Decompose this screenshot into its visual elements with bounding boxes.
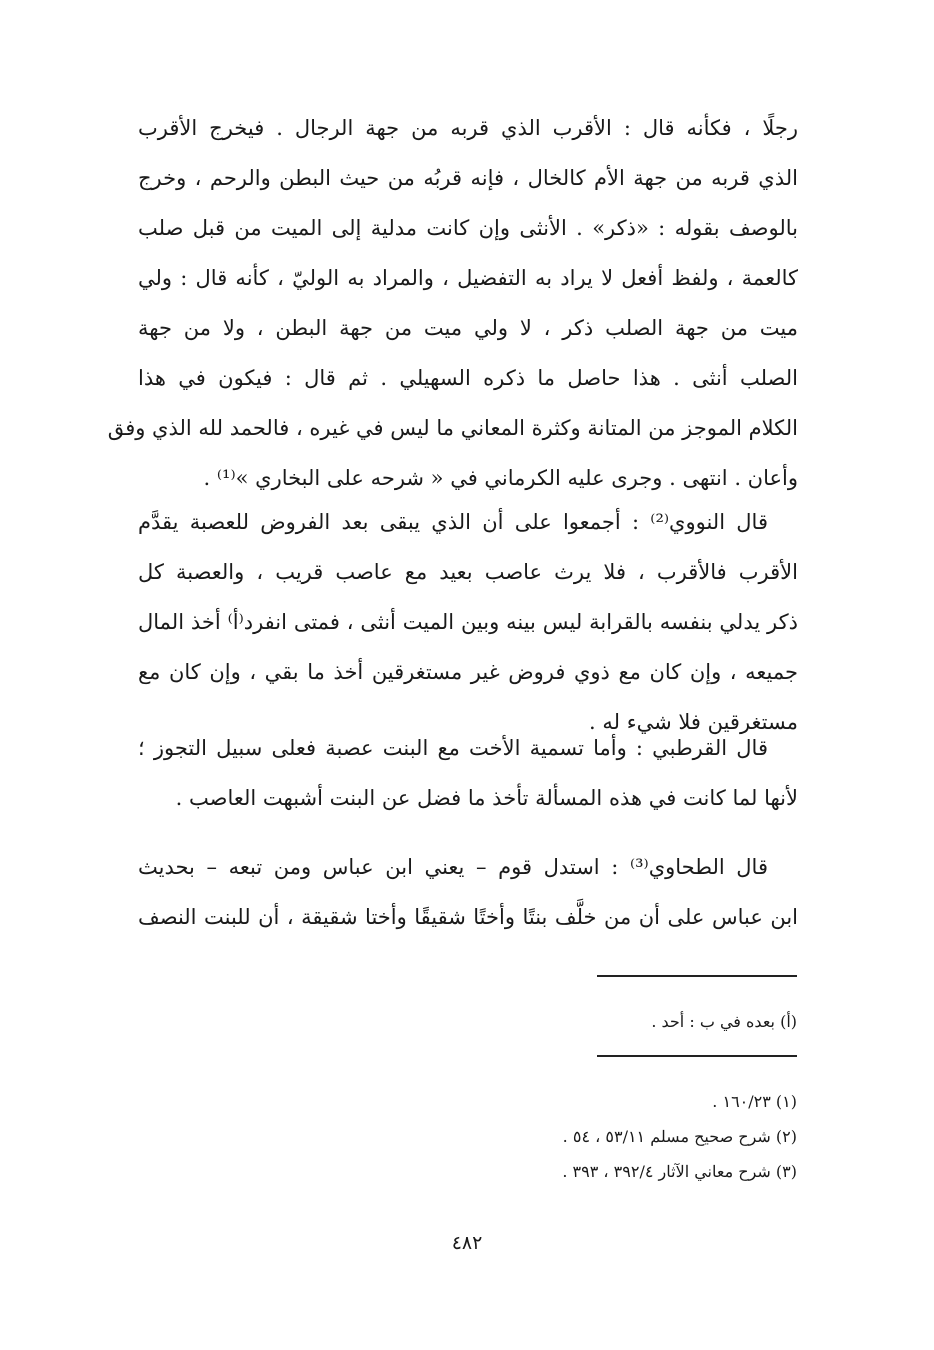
text-line: ميت من جهة الصلب ذكر ، لا ولي ميت من جهة البطن ، ولا من جهة [138, 316, 798, 340]
footnote-3: (٣) شرح معاني الآثار ٣٩٢/٤ ، ٣٩٣ . [562, 1162, 797, 1181]
text-line: ابن عباس على أن من خلَّف بنتًا وأختًا شقيقًا وأختا شقيقة ، أن للبنت النصف [138, 905, 798, 929]
footnote-divider [597, 1055, 797, 1057]
text-line: قال النووي⁽²⁾ : أجمعوا على أن الذي يبقى بعد الفروض للعصبة يقدَّم [138, 510, 768, 534]
footnote-divider [597, 975, 797, 977]
text-line: قال القرطبي : وأما تسمية الأخت مع البنت عصبة فعلى سبيل التجوز ؛ [138, 736, 768, 760]
text-line: لأنها لما كانت في هذه المسألة تأخذ ما فضل عن البنت أشبهت العاصب . [175, 786, 798, 810]
text-line: بالوصف بقوله : «ذكر» . الأنثى وإن كانت مدلية إلى الميت من قبل صلب [138, 216, 798, 240]
paragraph-1 [107, 103, 798, 503]
paragraph-2 [138, 497, 798, 747]
text-line: كالعمة ، ولفظ أفعل لا يراد به التفضيل ، والمراد به الوليّ ، كأنه قال : ولي [138, 266, 798, 290]
text-line: الصلب أنثى . هذا حاصل ما ذكره السهيلي . ثم قال : فيكون في هذا [138, 366, 798, 390]
variant-note: (أ) بعده في ب : أحد . [651, 1012, 797, 1031]
footnote-1: (١) ١٦٠/٢٣ . [712, 1092, 797, 1111]
text-line: رجلًا ، فكأنه قال : الأقرب الذي قربه من جهة الرجال . فيخرج الأقرب [138, 116, 798, 140]
text-line: الأقرب فالأقرب ، فلا يرث عاصب بعيد مع عاصب قريب ، والعصبة كل [138, 560, 798, 584]
text-line: قال الطحاوي⁽³⁾ : استدل قوم – يعني ابن عباس ومن تبعه – بحديث [138, 855, 768, 879]
paragraph-3 [138, 723, 798, 823]
footnote-2: (٢) شرح صحيح مسلم ٥٣/١١ ، ٥٤ . [562, 1127, 797, 1146]
text-line: ذكر يدلي بنفسه بالقرابة ليس بينه وبين الميت أنثى ، فمتى انفرد⁽أ⁾ أخذ المال [138, 610, 798, 634]
page-number: ٤٨٢ [451, 1232, 483, 1254]
text-line: مستغرقين فلا شيء له . [589, 710, 798, 734]
text-line: الذي قربه من جهة الأم كالخال ، فإنه قربُه من حيث البطن والرحم ، وخرج [138, 166, 798, 190]
paragraph-4 [138, 842, 798, 942]
text-line: وأعان . انتهى . وجرى عليه الكرماني في « شرحه على البخاري »⁽¹⁾ . [203, 466, 798, 490]
text-line: الكلام الموجز من المتانة وكثرة المعاني ما ليس في غيره ، فالحمد لله الذي وفق [107, 416, 798, 440]
text-line: جميعه ، وإن كان مع ذوي فروض غير مستغرقين أخذ ما بقي ، وإن كان مع [138, 660, 798, 684]
